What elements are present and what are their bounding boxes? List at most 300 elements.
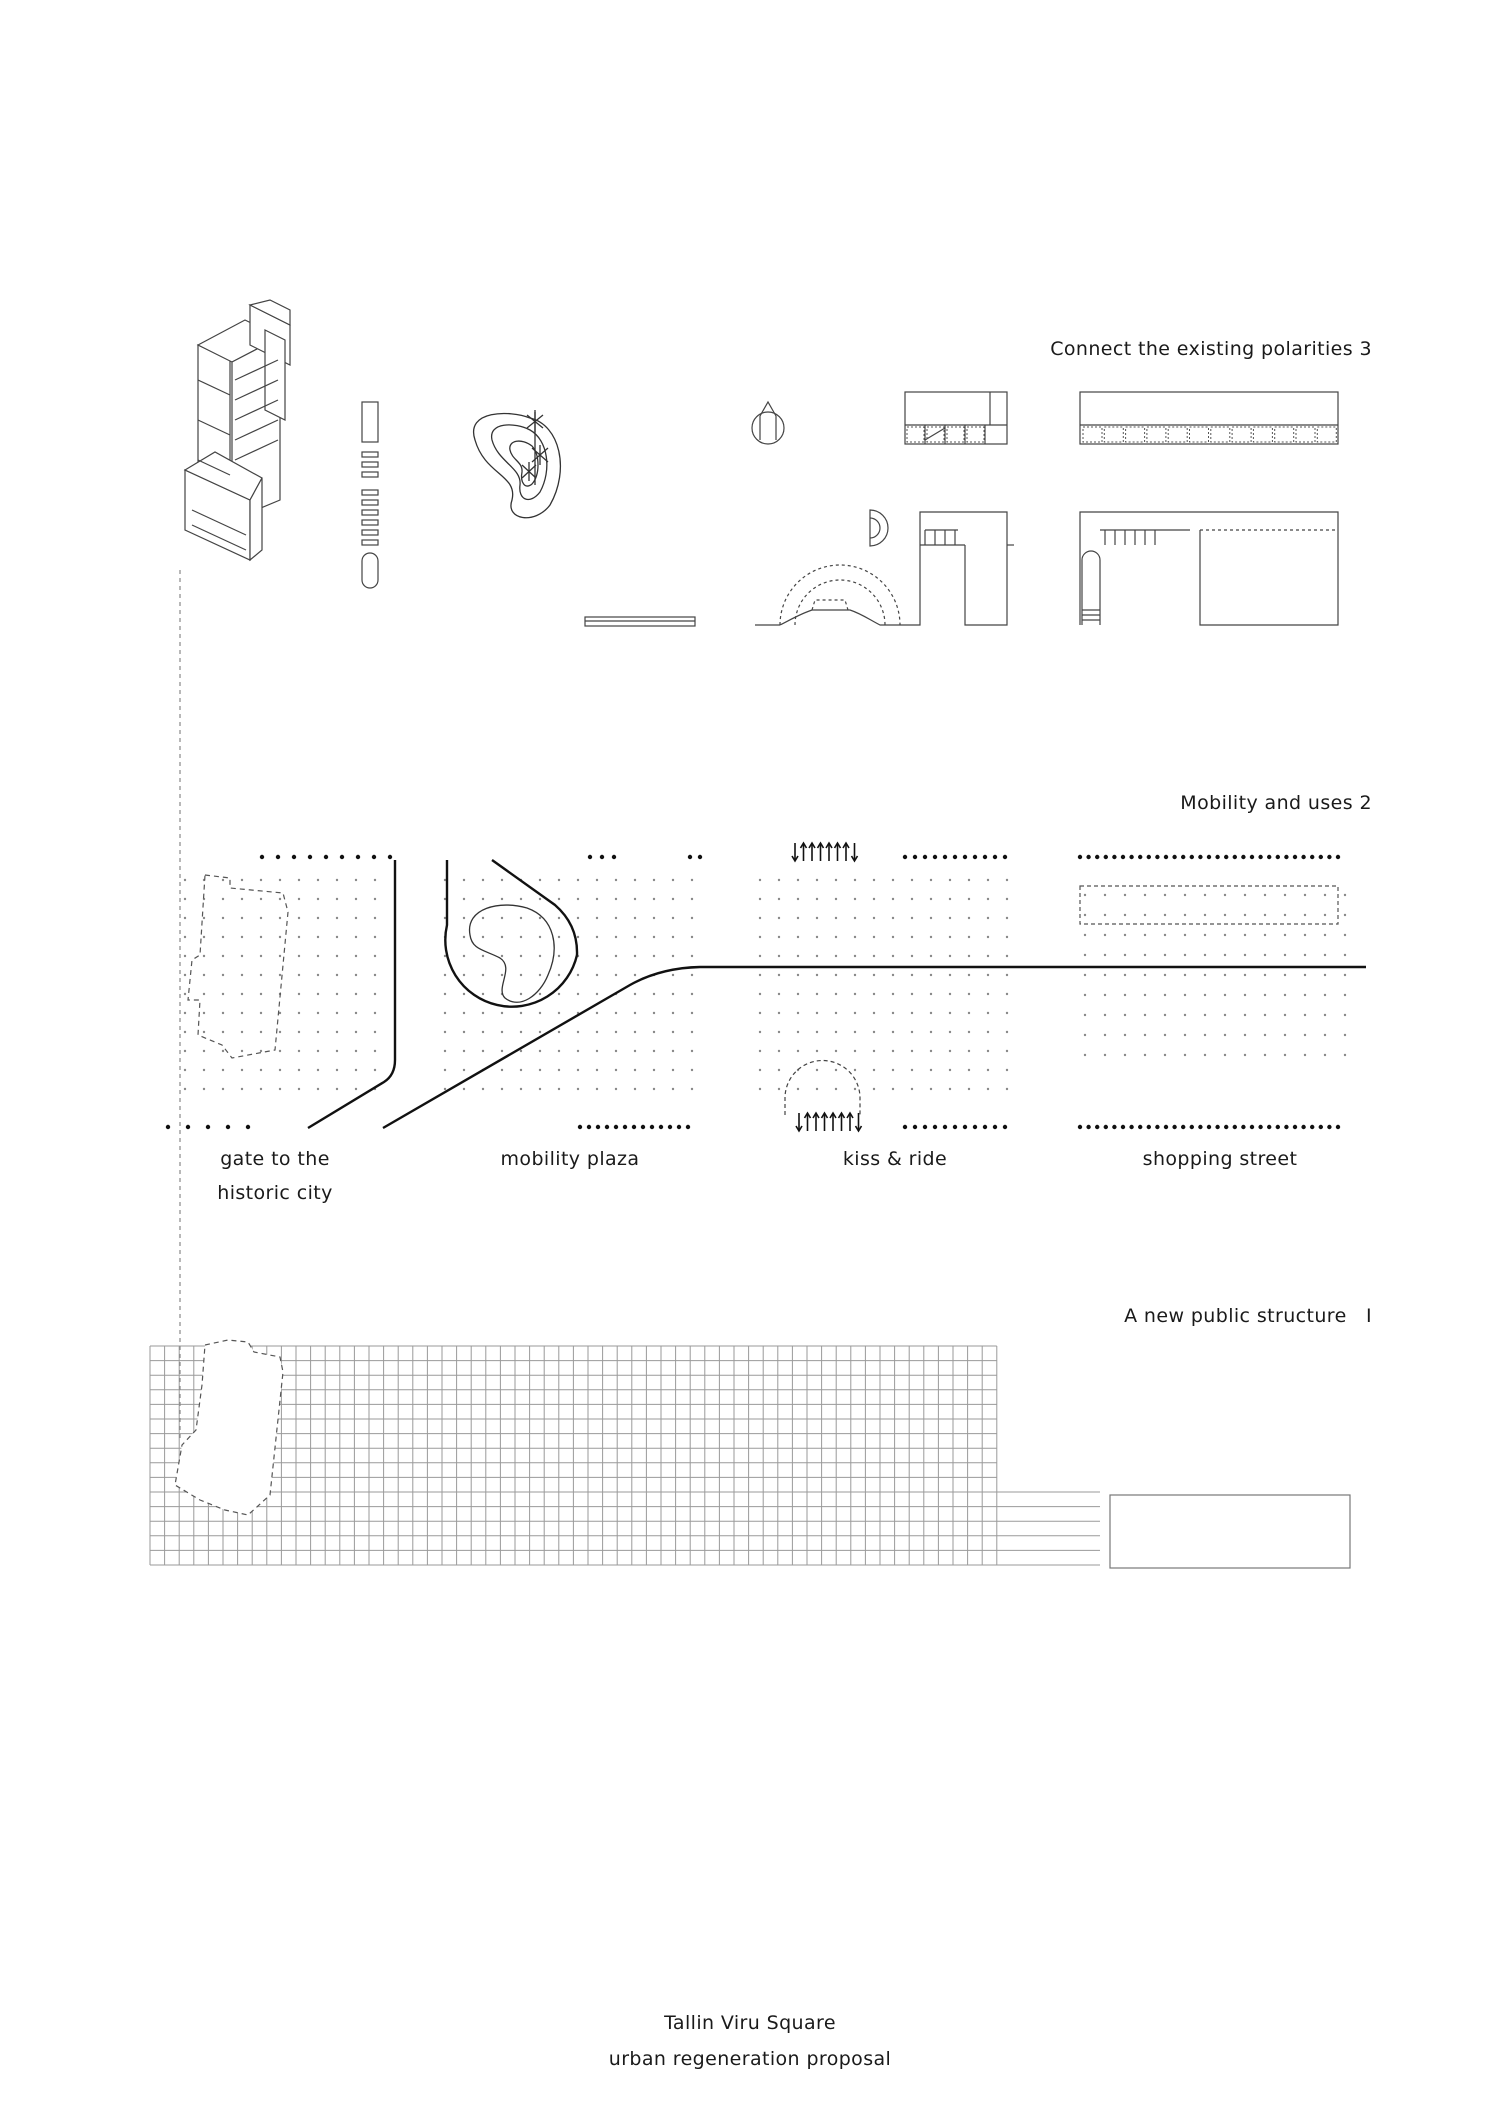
- field-dot: [482, 974, 484, 976]
- field-dot: [520, 993, 522, 995]
- boundary-dot: [1190, 1125, 1194, 1129]
- field-dot: [1124, 934, 1126, 936]
- field-dot: [539, 1050, 541, 1052]
- field-dot: [653, 1012, 655, 1014]
- field-dot: [672, 974, 674, 976]
- field-dot: [336, 1069, 338, 1071]
- field-dot: [615, 898, 617, 900]
- field-dot: [1006, 1012, 1008, 1014]
- field-dot: [797, 917, 799, 919]
- field-dot: [241, 993, 243, 995]
- field-dot: [482, 917, 484, 919]
- field-dot: [1304, 914, 1306, 916]
- field-dot: [759, 1050, 761, 1052]
- field-dot: [558, 1050, 560, 1052]
- field-dot: [203, 1031, 205, 1033]
- field-dot: [374, 1031, 376, 1033]
- field-dot: [222, 936, 224, 938]
- field-dot: [1304, 974, 1306, 976]
- section-title-structure: A new public structure I: [1124, 1305, 1372, 1327]
- field-dot: [184, 1088, 186, 1090]
- boundary-dot: [1198, 1125, 1202, 1129]
- field-dot: [1104, 1054, 1106, 1056]
- boundary-dot: [276, 855, 280, 859]
- field-dot: [463, 879, 465, 881]
- boundary-dot: [587, 1125, 591, 1129]
- field-dot: [1006, 1031, 1008, 1033]
- field-dot: [873, 936, 875, 938]
- field-dot: [1006, 955, 1008, 957]
- field-dot: [1084, 974, 1086, 976]
- field-dot: [184, 1069, 186, 1071]
- field-dot: [873, 1050, 875, 1052]
- field-dot: [539, 1012, 541, 1014]
- boundary-dot: [686, 1125, 690, 1129]
- boundary-dot: [973, 855, 977, 859]
- field-dot: [1244, 1034, 1246, 1036]
- field-dot: [1124, 1054, 1126, 1056]
- field-dot: [759, 898, 761, 900]
- field-dot: [778, 993, 780, 995]
- field-dot: [222, 974, 224, 976]
- field-dot: [1006, 1050, 1008, 1052]
- field-dot: [596, 879, 598, 881]
- boundary-dot: [1164, 1125, 1168, 1129]
- field-dot: [1284, 1054, 1286, 1056]
- field-dot: [558, 993, 560, 995]
- field-dot: [1104, 914, 1106, 916]
- field-dot: [835, 898, 837, 900]
- field-dot: [1224, 1034, 1226, 1036]
- field-dot: [1224, 1014, 1226, 1016]
- field-dot: [279, 898, 281, 900]
- field-dot: [558, 879, 560, 881]
- field-dot: [1324, 894, 1326, 896]
- field-dot: [930, 1088, 932, 1090]
- field-dot: [653, 1050, 655, 1052]
- field-dot: [444, 1012, 446, 1014]
- boundary-dot: [1267, 1125, 1271, 1129]
- field-dot: [1006, 974, 1008, 976]
- shopping-street-outline: [1080, 886, 1338, 924]
- field-dot: [558, 898, 560, 900]
- field-dot: [930, 1031, 932, 1033]
- field-dot: [778, 1069, 780, 1071]
- field-dot: [1304, 1034, 1306, 1036]
- field-dot: [691, 993, 693, 995]
- field-dot: [482, 955, 484, 957]
- field-dot: [184, 974, 186, 976]
- field-dot: [1304, 1054, 1306, 1056]
- label-mobility-plaza: mobility plaza: [500, 1148, 640, 1170]
- field-dot: [260, 993, 262, 995]
- field-dot: [759, 993, 761, 995]
- boundary-dot: [1207, 1125, 1211, 1129]
- field-dot: [911, 1012, 913, 1014]
- boundary-dot: [605, 1125, 609, 1129]
- boundary-dot: [1215, 855, 1219, 859]
- field-dot: [653, 1088, 655, 1090]
- field-dot: [317, 1050, 319, 1052]
- field-dot: [1244, 894, 1246, 896]
- boundary-dot: [1250, 855, 1254, 859]
- field-dot: [615, 917, 617, 919]
- boundary-dot: [308, 855, 312, 859]
- field-dot: [184, 1050, 186, 1052]
- boundary-dot: [1241, 855, 1245, 859]
- boundary-dot: [1301, 855, 1305, 859]
- field-dot: [672, 1069, 674, 1071]
- building-footprint-section-1: [175, 1340, 283, 1515]
- field-dot: [797, 1050, 799, 1052]
- field-dot: [1264, 994, 1266, 996]
- field-dot: [279, 1031, 281, 1033]
- field-dot: [778, 879, 780, 881]
- field-dot: [892, 917, 894, 919]
- field-dot: [298, 974, 300, 976]
- field-dot: [1224, 994, 1226, 996]
- field-dot: [653, 898, 655, 900]
- field-dot: [873, 1012, 875, 1014]
- field-dot: [336, 993, 338, 995]
- field-dot: [520, 1050, 522, 1052]
- boundary-dot: [698, 855, 702, 859]
- field-dot: [558, 1069, 560, 1071]
- field-dot: [463, 1012, 465, 1014]
- field-dot: [778, 1012, 780, 1014]
- field-dot: [968, 993, 970, 995]
- field-dot: [854, 879, 856, 881]
- field-dot: [1144, 1034, 1146, 1036]
- field-dot: [759, 1012, 761, 1014]
- field-dot: [336, 974, 338, 976]
- field-dot: [1284, 934, 1286, 936]
- boundary-dot: [963, 855, 967, 859]
- field-dot: [482, 879, 484, 881]
- shop-bay: [1104, 427, 1123, 442]
- field-dot: [615, 1088, 617, 1090]
- field-dot: [1184, 894, 1186, 896]
- field-dot: [1284, 894, 1286, 896]
- field-dot: [1284, 954, 1286, 956]
- field-dot: [1324, 974, 1326, 976]
- field-dot: [463, 1088, 465, 1090]
- field-dot: [298, 1050, 300, 1052]
- field-dot: [184, 1012, 186, 1014]
- field-dot: [279, 955, 281, 957]
- field-dot: [672, 955, 674, 957]
- boundary-dot: [953, 855, 957, 859]
- field-dot: [1084, 1054, 1086, 1056]
- field-dot: [1104, 994, 1106, 996]
- field-dot: [1144, 1054, 1146, 1056]
- field-dot: [184, 898, 186, 900]
- field-dot: [222, 1088, 224, 1090]
- boundary-dot: [388, 855, 392, 859]
- field-dot: [691, 1012, 693, 1014]
- boundary-dot: [372, 855, 376, 859]
- field-dot: [1104, 894, 1106, 896]
- section-title-mobility: Mobility and uses 2: [1180, 792, 1372, 814]
- field-dot: [317, 1088, 319, 1090]
- field-dot: [911, 974, 913, 976]
- field-dot: [520, 1031, 522, 1033]
- field-dot: [501, 936, 503, 938]
- boundary-dot: [1276, 855, 1280, 859]
- field-dot: [816, 974, 818, 976]
- shop-bay: [1211, 427, 1230, 442]
- field-dot: [1084, 1014, 1086, 1016]
- field-dot: [1184, 1034, 1186, 1036]
- boundary-dot: [1181, 855, 1185, 859]
- field-dot: [203, 936, 205, 938]
- boundary-dot: [1003, 1125, 1007, 1129]
- drop-off-arrows: [792, 843, 862, 1131]
- field-dot: [634, 1088, 636, 1090]
- boundary-dot: [1310, 855, 1314, 859]
- field-dot: [1224, 954, 1226, 956]
- field-dot: [873, 1069, 875, 1071]
- shopping-block-frame: [1110, 1495, 1350, 1568]
- field-dot: [260, 879, 262, 881]
- field-dot: [634, 1031, 636, 1033]
- boundary-dot: [943, 1125, 947, 1129]
- boundary-dot: [206, 1125, 210, 1129]
- field-dot: [816, 955, 818, 957]
- stair-strip-element: [362, 402, 378, 588]
- field-dot: [911, 936, 913, 938]
- field-dot: [1224, 1054, 1226, 1056]
- field-dot: [501, 1031, 503, 1033]
- field-dot: [949, 1031, 951, 1033]
- field-dot: [1264, 934, 1266, 936]
- field-dot: [949, 955, 951, 957]
- field-dot: [987, 1012, 989, 1014]
- field-dot: [873, 917, 875, 919]
- field-dot: [355, 1031, 357, 1033]
- field-dot: [816, 879, 818, 881]
- field-dot: [987, 974, 989, 976]
- field-dot: [873, 955, 875, 957]
- field-dot: [241, 1088, 243, 1090]
- boundary-dot: [1086, 855, 1090, 859]
- field-dot: [203, 1012, 205, 1014]
- boundary-dot: [933, 855, 937, 859]
- field-dot: [184, 917, 186, 919]
- field-dot: [317, 993, 319, 995]
- field-dot: [816, 917, 818, 919]
- field-dot: [558, 1088, 560, 1090]
- shop-bay: [1190, 427, 1209, 442]
- field-dot: [987, 1031, 989, 1033]
- field-dot: [653, 993, 655, 995]
- field-dot: [336, 917, 338, 919]
- field-dot: [577, 1088, 579, 1090]
- field-dot: [482, 1012, 484, 1014]
- field-dot: [892, 974, 894, 976]
- field-dot: [279, 917, 281, 919]
- field-dot: [1324, 1034, 1326, 1036]
- label-gate-line2: historic city: [217, 1182, 333, 1204]
- field-dot: [203, 1088, 205, 1090]
- field-dot: [797, 993, 799, 995]
- field-dot: [930, 974, 932, 976]
- obelisk-element: [752, 402, 784, 444]
- field-dot: [1104, 934, 1106, 936]
- field-dot: [672, 1050, 674, 1052]
- field-dot: [892, 993, 894, 995]
- field-dot: [539, 1088, 541, 1090]
- field-dot: [1324, 1054, 1326, 1056]
- boundary-dot: [596, 1125, 600, 1129]
- field-dot: [653, 955, 655, 957]
- field-dot: [577, 898, 579, 900]
- field-dot: [298, 955, 300, 957]
- field-dot: [911, 1050, 913, 1052]
- field-dot: [1264, 1014, 1266, 1016]
- field-dot: [949, 1088, 951, 1090]
- field-dot: [778, 1088, 780, 1090]
- field-dot: [1184, 934, 1186, 936]
- field-dot: [968, 955, 970, 957]
- field-dot: [1006, 917, 1008, 919]
- field-dot: [1104, 1034, 1106, 1036]
- boundary-dot: [1224, 1125, 1228, 1129]
- field-dot: [298, 993, 300, 995]
- field-dot: [892, 1031, 894, 1033]
- field-dot: [336, 1050, 338, 1052]
- field-dot: [892, 898, 894, 900]
- field-dot: [577, 974, 579, 976]
- field-dot: [558, 1031, 560, 1033]
- field-dot: [355, 917, 357, 919]
- field-dot: [444, 1088, 446, 1090]
- field-dot: [482, 936, 484, 938]
- field-dot: [1324, 1014, 1326, 1016]
- field-dot: [241, 917, 243, 919]
- field-dot: [778, 1050, 780, 1052]
- field-dot: [444, 974, 446, 976]
- field-dot: [260, 917, 262, 919]
- field-dot: [279, 974, 281, 976]
- field-dot: [653, 936, 655, 938]
- field-dot: [1164, 1054, 1166, 1056]
- field-dot: [911, 917, 913, 919]
- field-dot: [1264, 1054, 1266, 1056]
- boundary-dot: [923, 855, 927, 859]
- field-dot: [911, 1031, 913, 1033]
- field-dot: [1204, 974, 1206, 976]
- field-dot: [374, 993, 376, 995]
- boundary-dot: [1207, 855, 1211, 859]
- field-dot: [1224, 894, 1226, 896]
- field-dot: [222, 1031, 224, 1033]
- field-dot: [463, 898, 465, 900]
- field-dot: [374, 1069, 376, 1071]
- boundary-dot: [1293, 1125, 1297, 1129]
- field-dot: [558, 955, 560, 957]
- field-dot: [203, 1069, 205, 1071]
- field-dot: [241, 1012, 243, 1014]
- boundary-dot: [1138, 1125, 1142, 1129]
- historic-building-axonometric: [185, 300, 290, 560]
- field-dot: [797, 955, 799, 957]
- field-dot: [520, 936, 522, 938]
- field-dot: [1304, 1014, 1306, 1016]
- field-dot: [1204, 1054, 1206, 1056]
- boundary-dot: [1129, 855, 1133, 859]
- field-dot: [835, 1012, 837, 1014]
- field-dot: [298, 1031, 300, 1033]
- field-dot: [854, 993, 856, 995]
- field-dot: [691, 1031, 693, 1033]
- field-dot: [968, 879, 970, 881]
- pavilion-bay: [907, 427, 924, 442]
- field-dot: [203, 974, 205, 976]
- field-dot: [482, 1088, 484, 1090]
- boundary-dot: [1233, 855, 1237, 859]
- field-dot: [778, 917, 780, 919]
- field-dot: [797, 898, 799, 900]
- field-dot: [596, 974, 598, 976]
- field-dot: [854, 974, 856, 976]
- field-dot: [222, 917, 224, 919]
- footer-title: Tallin Viru Square: [664, 2012, 836, 2034]
- field-dot: [1164, 934, 1166, 936]
- field-dot: [203, 993, 205, 995]
- boundary-dot: [1104, 855, 1108, 859]
- field-dot: [463, 936, 465, 938]
- boundary-dot: [1319, 1125, 1323, 1129]
- boundary-dot: [1327, 1125, 1331, 1129]
- boundary-dot: [1003, 855, 1007, 859]
- field-dot: [835, 1088, 837, 1090]
- field-dot: [759, 879, 761, 881]
- boundary-dot: [1138, 855, 1142, 859]
- field-dot: [539, 898, 541, 900]
- field-dot: [1264, 1034, 1266, 1036]
- boundary-dot: [953, 1125, 957, 1129]
- field-dot: [1204, 894, 1206, 896]
- field-dot: [222, 898, 224, 900]
- field-dot: [672, 1088, 674, 1090]
- field-dot: [336, 1088, 338, 1090]
- boundary-dot: [1224, 855, 1228, 859]
- boundary-dot: [943, 855, 947, 859]
- field-dot: [298, 1088, 300, 1090]
- field-dot: [1144, 934, 1146, 936]
- boundary-dot: [688, 855, 692, 859]
- field-dot: [463, 1069, 465, 1071]
- boundary-dot: [913, 1125, 917, 1129]
- field-dot: [1164, 1014, 1166, 1016]
- field-dot: [463, 955, 465, 957]
- field-dot: [1084, 1034, 1086, 1036]
- field-dot: [501, 917, 503, 919]
- field-dot: [577, 1031, 579, 1033]
- field-dot: [241, 955, 243, 957]
- field-dot: [336, 898, 338, 900]
- field-dot: [634, 974, 636, 976]
- field-dot: [854, 1050, 856, 1052]
- shop-bay: [1317, 427, 1336, 442]
- field-dot: [949, 1012, 951, 1014]
- field-dot: [577, 1050, 579, 1052]
- shop-bay: [1083, 427, 1102, 442]
- field-dot: [968, 898, 970, 900]
- field-dot: [501, 1088, 503, 1090]
- field-dot: [759, 917, 761, 919]
